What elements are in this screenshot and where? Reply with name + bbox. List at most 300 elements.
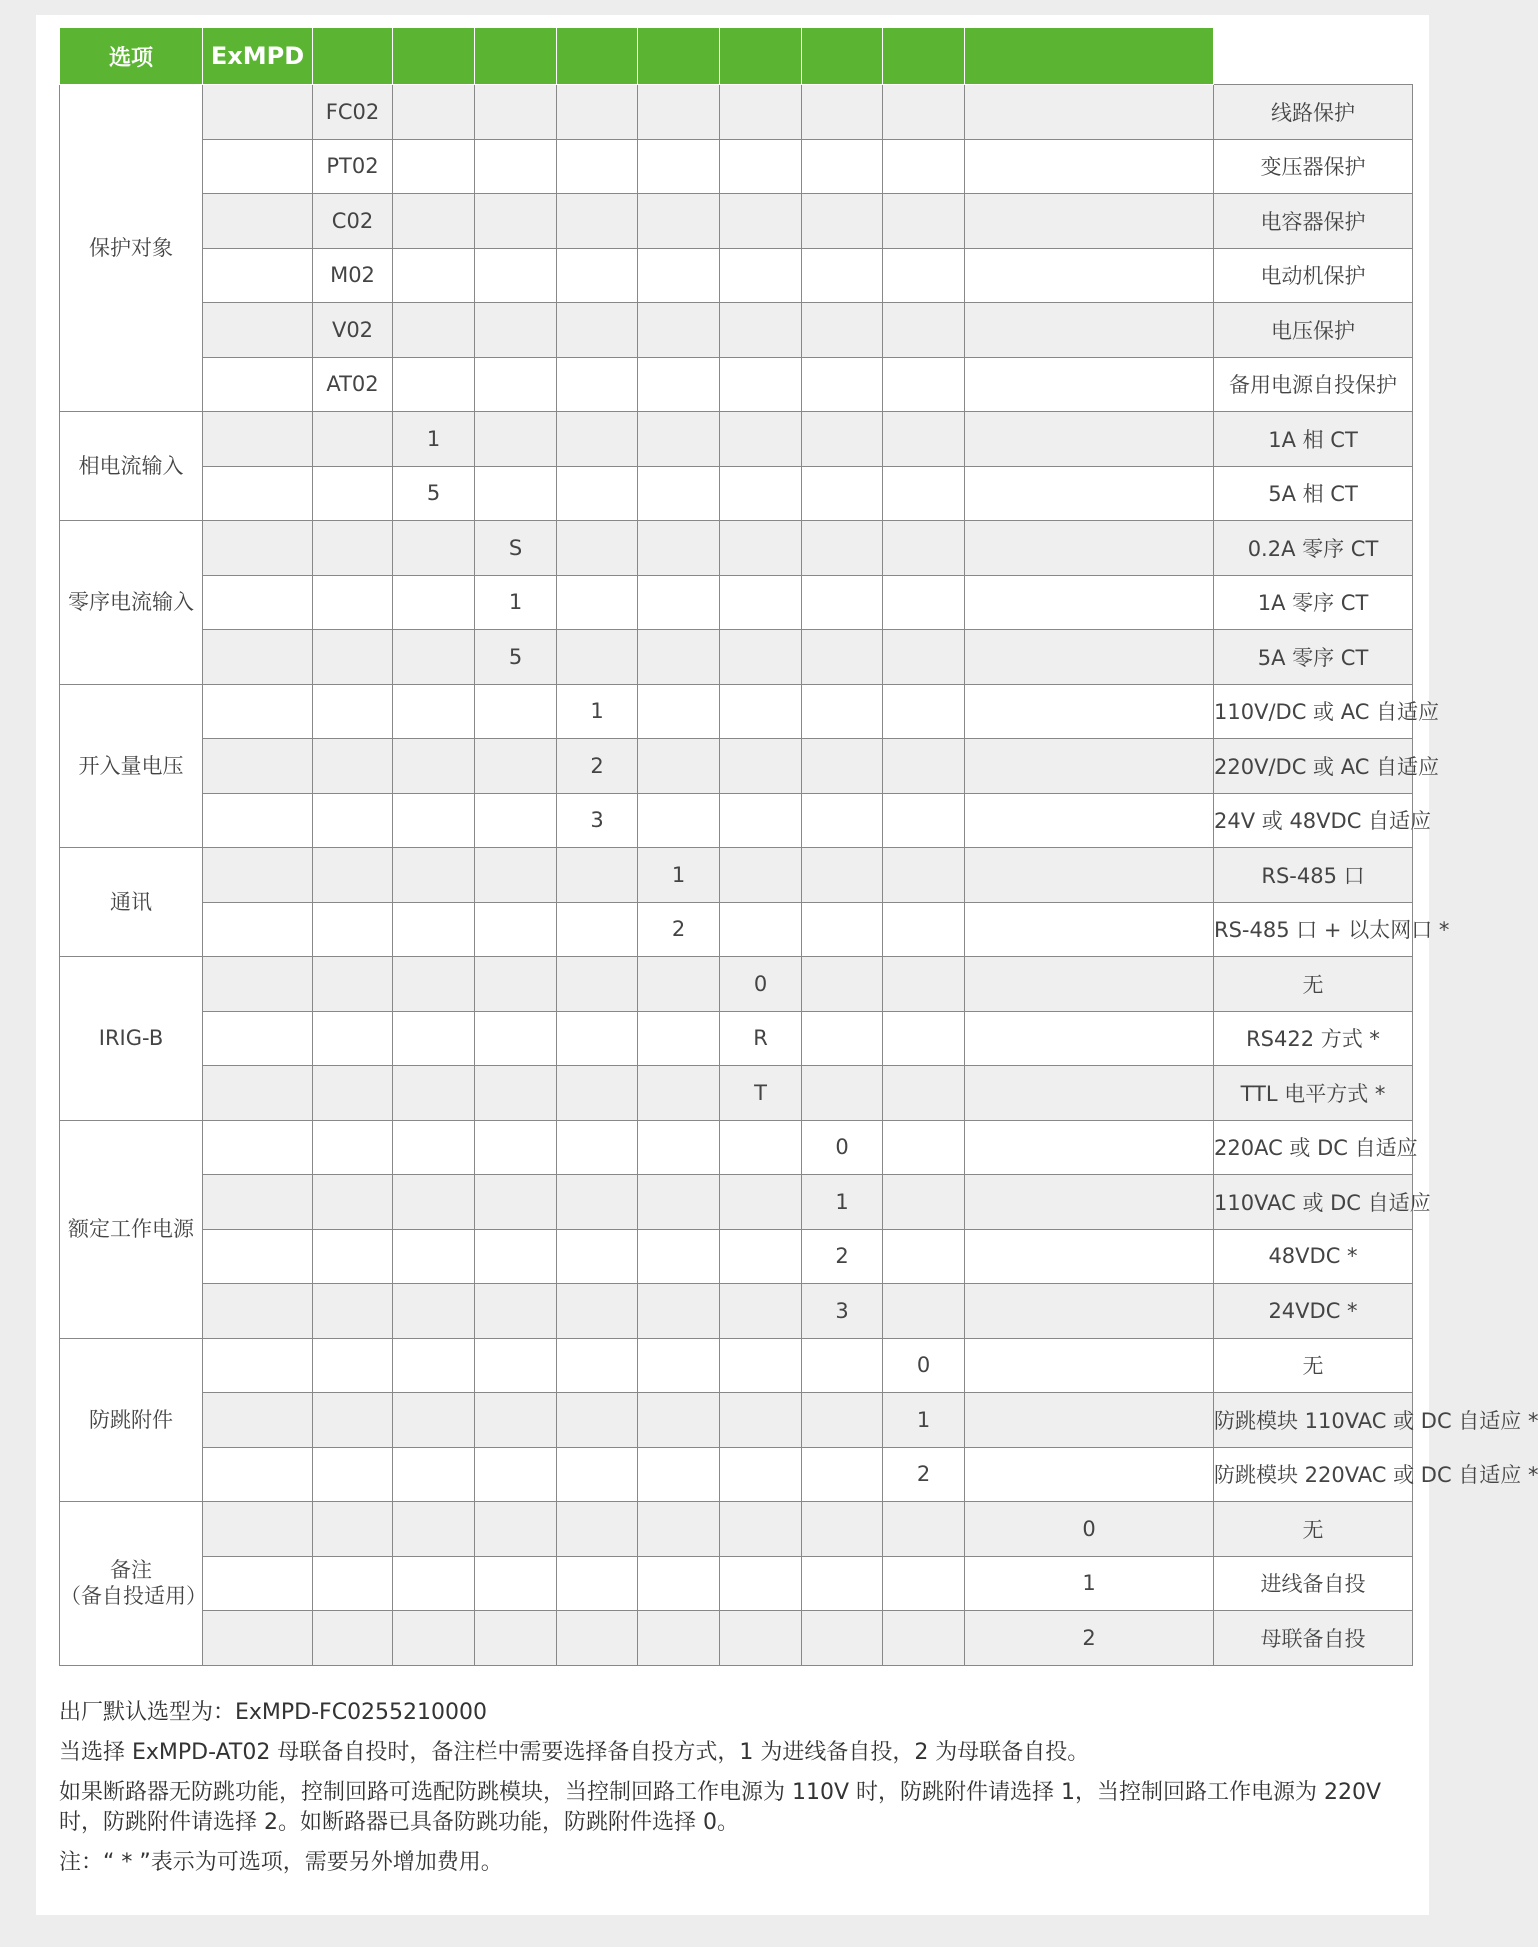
code-cell: 1 xyxy=(557,684,638,739)
table-body xyxy=(60,85,1538,1666)
empty-cell xyxy=(638,684,720,739)
empty-cell xyxy=(475,85,557,140)
empty-cell xyxy=(313,1447,393,1502)
code-cell: 2 xyxy=(965,1611,1214,1666)
note-anti-trip: 如果断路器无防跳功能，控制回路可选配防跳模块，当控制回路工作电源为 110V 时，防跳附件请选择 1，当控制回路工作电源为 220V 时，防跳附件请选择 2。如断路器已具备防跳功能，防跳附件选择 0。 xyxy=(59,1780,1382,1835)
empty-cell xyxy=(965,575,1214,630)
group-label: 相电流输入 xyxy=(78,454,184,478)
empty-cell xyxy=(720,1611,802,1666)
empty-cell xyxy=(313,684,393,739)
empty-cell xyxy=(393,1502,475,1557)
empty-cell xyxy=(720,303,802,358)
empty-cell xyxy=(475,248,557,303)
table-row xyxy=(60,957,1413,1012)
code-cell: FC02 xyxy=(313,85,393,140)
empty-cell xyxy=(883,412,965,467)
code-cell: 2 xyxy=(638,902,720,957)
empty-cell xyxy=(720,1284,802,1339)
empty-cell xyxy=(638,1556,720,1611)
empty-cell xyxy=(313,957,393,1012)
empty-cell xyxy=(638,85,720,140)
empty-cell xyxy=(802,1338,883,1393)
empty-cell xyxy=(393,139,475,194)
empty-cell xyxy=(883,1066,965,1121)
header-blank xyxy=(475,28,557,85)
description-cell: RS-485 口 xyxy=(1214,848,1413,903)
empty-cell xyxy=(802,521,883,576)
empty-cell xyxy=(557,1611,638,1666)
empty-cell xyxy=(475,739,557,794)
empty-cell xyxy=(965,248,1214,303)
group-label: 防跳附件 xyxy=(89,1407,173,1432)
empty-cell xyxy=(557,848,638,903)
code-cell: 5 xyxy=(393,466,475,521)
empty-cell xyxy=(638,1393,720,1448)
empty-cell xyxy=(475,793,557,848)
brand-cell xyxy=(203,1284,313,1339)
empty-cell xyxy=(720,466,802,521)
empty-cell xyxy=(883,793,965,848)
empty-cell xyxy=(883,194,965,249)
table-row xyxy=(60,1011,1413,1066)
empty-cell xyxy=(802,139,883,194)
brand-cell xyxy=(203,1175,313,1230)
empty-cell xyxy=(393,1447,475,1502)
empty-cell xyxy=(965,957,1214,1012)
note-at02: 当选择 ExMPD-AT02 母联备自投时，备注栏中需要选择备自投方式，1 为进线备自投，2 为母联备自投。 xyxy=(59,1740,1090,1765)
brand-cell xyxy=(203,521,313,576)
empty-cell xyxy=(720,1447,802,1502)
empty-cell xyxy=(802,739,883,794)
table-row xyxy=(60,1284,1413,1339)
description-cell: 防跳模块 110VAC 或 DC 自适应 * xyxy=(1214,1393,1413,1448)
code-cell: 1 xyxy=(638,848,720,903)
code-cell: 0 xyxy=(802,1120,883,1175)
empty-cell xyxy=(393,521,475,576)
empty-cell xyxy=(313,412,393,467)
table-row xyxy=(60,139,1413,194)
empty-cell xyxy=(965,684,1214,739)
empty-cell xyxy=(720,848,802,903)
group-label: 保护对象 xyxy=(89,236,173,260)
empty-cell xyxy=(802,1011,883,1066)
empty-cell xyxy=(475,1284,557,1339)
description-cell: RS-485 口 + 以太网口 * xyxy=(1214,902,1413,957)
empty-cell xyxy=(965,1284,1214,1339)
code-cell: 5 xyxy=(475,630,557,685)
empty-cell xyxy=(313,575,393,630)
empty-cell xyxy=(393,1393,475,1448)
empty-cell xyxy=(720,521,802,576)
empty-cell xyxy=(802,303,883,358)
header-blank xyxy=(638,28,720,85)
empty-cell xyxy=(720,248,802,303)
empty-cell xyxy=(638,739,720,794)
notes-section xyxy=(59,1698,1419,1888)
model-selection-table xyxy=(59,27,1538,1666)
group-label-cell xyxy=(60,684,203,848)
table-row xyxy=(60,194,1413,249)
empty-cell xyxy=(883,739,965,794)
brand-cell xyxy=(203,412,313,467)
table-row xyxy=(60,1066,1413,1121)
empty-cell xyxy=(393,1066,475,1121)
description-cell: 24VDC * xyxy=(1214,1284,1413,1339)
empty-cell xyxy=(720,1229,802,1284)
empty-cell xyxy=(393,357,475,412)
empty-cell xyxy=(802,194,883,249)
empty-cell xyxy=(475,1338,557,1393)
empty-cell xyxy=(475,1556,557,1611)
description-cell: 母联备自投 xyxy=(1214,1611,1413,1666)
empty-cell xyxy=(720,793,802,848)
description-cell: 电容器保护 xyxy=(1214,194,1413,249)
empty-cell xyxy=(720,1502,802,1557)
empty-cell xyxy=(393,793,475,848)
description-cell: 220V/DC 或 AC 自适应 xyxy=(1214,739,1413,794)
empty-cell xyxy=(313,1338,393,1393)
empty-cell xyxy=(557,412,638,467)
empty-cell xyxy=(475,1066,557,1121)
empty-cell xyxy=(802,85,883,140)
description-cell: 220AC 或 DC 自适应 xyxy=(1214,1120,1413,1175)
empty-cell xyxy=(393,1120,475,1175)
empty-cell xyxy=(313,521,393,576)
empty-cell xyxy=(313,1502,393,1557)
description-cell: 进线备自投 xyxy=(1214,1556,1413,1611)
empty-cell xyxy=(393,848,475,903)
table-row xyxy=(60,1175,1413,1230)
brand-cell xyxy=(203,194,313,249)
description-cell: 5A 零序 CT xyxy=(1214,630,1413,685)
empty-cell xyxy=(720,1338,802,1393)
empty-cell xyxy=(802,1502,883,1557)
table-row xyxy=(60,357,1413,412)
empty-cell xyxy=(720,739,802,794)
empty-cell xyxy=(475,303,557,358)
empty-cell xyxy=(965,303,1214,358)
empty-cell xyxy=(638,1338,720,1393)
brand-cell xyxy=(203,1502,313,1557)
empty-cell xyxy=(313,466,393,521)
empty-cell xyxy=(557,1011,638,1066)
empty-cell xyxy=(883,848,965,903)
empty-cell xyxy=(883,1229,965,1284)
empty-cell xyxy=(393,1338,475,1393)
empty-cell xyxy=(638,248,720,303)
empty-cell xyxy=(557,575,638,630)
table-row xyxy=(60,739,1413,794)
empty-cell xyxy=(883,957,965,1012)
note-optional: 注：“ * ”表示为可选项，需要另外增加费用。 xyxy=(59,1850,503,1875)
header-blank xyxy=(883,28,965,85)
empty-cell xyxy=(557,521,638,576)
empty-cell xyxy=(557,1393,638,1448)
empty-cell xyxy=(802,357,883,412)
empty-cell xyxy=(965,1120,1214,1175)
empty-cell xyxy=(638,1611,720,1666)
header-blank xyxy=(313,28,393,85)
empty-cell xyxy=(557,957,638,1012)
empty-cell xyxy=(965,1229,1214,1284)
code-cell: AT02 xyxy=(313,357,393,412)
empty-cell xyxy=(965,1447,1214,1502)
brand-cell xyxy=(203,957,313,1012)
empty-cell xyxy=(965,412,1214,467)
empty-cell xyxy=(638,139,720,194)
code-cell: 2 xyxy=(883,1447,965,1502)
empty-cell xyxy=(802,1066,883,1121)
empty-cell xyxy=(393,1284,475,1339)
brand-cell xyxy=(203,1611,313,1666)
empty-cell xyxy=(393,575,475,630)
empty-cell xyxy=(965,902,1214,957)
note-default-model: 出厂默认选型为：ExMPD-FC0255210000 xyxy=(59,1700,488,1725)
code-cell: 1 xyxy=(393,412,475,467)
empty-cell xyxy=(965,85,1214,140)
code-cell: 2 xyxy=(557,739,638,794)
empty-cell xyxy=(475,1502,557,1557)
empty-cell xyxy=(393,1175,475,1230)
group-label-cell xyxy=(60,85,203,412)
table-row xyxy=(60,303,1413,358)
empty-cell xyxy=(638,1175,720,1230)
empty-cell xyxy=(393,1011,475,1066)
description-cell: 线路保护 xyxy=(1214,85,1413,140)
empty-cell xyxy=(802,793,883,848)
group-label-sub: （备自投适用） xyxy=(60,1584,207,1609)
brand-cell xyxy=(203,1338,313,1393)
empty-cell xyxy=(475,1447,557,1502)
empty-cell xyxy=(638,1447,720,1502)
code-cell: S xyxy=(475,521,557,576)
code-cell: 1 xyxy=(802,1175,883,1230)
description-cell: 1A 相 CT xyxy=(1214,412,1413,467)
empty-cell xyxy=(313,1011,393,1066)
code-cell: 3 xyxy=(802,1284,883,1339)
empty-cell xyxy=(802,248,883,303)
empty-cell xyxy=(638,1229,720,1284)
empty-cell xyxy=(557,1338,638,1393)
empty-cell xyxy=(883,85,965,140)
empty-cell xyxy=(638,412,720,467)
empty-cell xyxy=(475,1393,557,1448)
empty-cell xyxy=(393,85,475,140)
table-row xyxy=(60,412,1413,467)
brand-cell xyxy=(203,1447,313,1502)
empty-cell xyxy=(557,357,638,412)
code-cell: C02 xyxy=(313,194,393,249)
brand-cell xyxy=(203,357,313,412)
empty-cell xyxy=(720,630,802,685)
empty-cell xyxy=(638,303,720,358)
description-cell: 110VAC 或 DC 自适应 xyxy=(1214,1175,1413,1230)
code-cell: T xyxy=(720,1066,802,1121)
empty-cell xyxy=(883,248,965,303)
code-cell: 3 xyxy=(557,793,638,848)
code-cell: 0 xyxy=(965,1502,1214,1557)
table-row xyxy=(60,1393,1413,1448)
empty-cell xyxy=(557,248,638,303)
brand-cell xyxy=(203,303,313,358)
empty-cell xyxy=(883,1556,965,1611)
group-label-cell xyxy=(60,521,203,685)
description-cell: 电压保护 xyxy=(1214,303,1413,358)
empty-cell xyxy=(638,1120,720,1175)
empty-cell xyxy=(393,1229,475,1284)
empty-cell xyxy=(720,412,802,467)
empty-cell xyxy=(393,1556,475,1611)
description-cell: 防跳模块 220VAC 或 DC 自适应 * xyxy=(1214,1447,1413,1502)
brand-cell xyxy=(203,85,313,140)
code-cell: 1 xyxy=(883,1393,965,1448)
table-row xyxy=(60,85,1413,140)
empty-cell xyxy=(883,902,965,957)
empty-cell xyxy=(883,1011,965,1066)
empty-cell xyxy=(638,1502,720,1557)
empty-cell xyxy=(557,139,638,194)
brand-cell xyxy=(203,1393,313,1448)
empty-cell xyxy=(638,466,720,521)
empty-cell xyxy=(393,739,475,794)
empty-cell xyxy=(638,1284,720,1339)
code-cell: 0 xyxy=(720,957,802,1012)
empty-cell xyxy=(720,1556,802,1611)
empty-cell xyxy=(557,303,638,358)
description-cell: 无 xyxy=(1214,1338,1413,1393)
empty-cell xyxy=(720,194,802,249)
brand-cell xyxy=(203,739,313,794)
empty-cell xyxy=(802,1393,883,1448)
empty-cell xyxy=(475,848,557,903)
empty-cell xyxy=(475,1175,557,1230)
empty-cell xyxy=(965,357,1214,412)
table-row xyxy=(60,521,1413,576)
empty-cell xyxy=(965,1011,1214,1066)
empty-cell xyxy=(393,902,475,957)
empty-cell xyxy=(638,957,720,1012)
empty-cell xyxy=(638,521,720,576)
group-label-cell xyxy=(60,412,203,521)
group-label-cell xyxy=(60,848,203,957)
empty-cell xyxy=(557,1284,638,1339)
empty-cell xyxy=(965,194,1214,249)
brand-cell xyxy=(203,848,313,903)
table-row xyxy=(60,1120,1413,1175)
group-label: 零序电流输入 xyxy=(68,590,194,615)
brand-cell xyxy=(203,1066,313,1121)
table-row xyxy=(60,1447,1413,1502)
empty-cell xyxy=(883,521,965,576)
description-cell: 24V 或 48VDC 自适应 xyxy=(1214,793,1413,848)
empty-cell xyxy=(802,466,883,521)
empty-cell xyxy=(802,1447,883,1502)
empty-cell xyxy=(313,1611,393,1666)
empty-cell xyxy=(965,630,1214,685)
empty-cell xyxy=(883,1284,965,1339)
table-row xyxy=(60,1229,1413,1284)
header-blank xyxy=(557,28,638,85)
empty-cell xyxy=(720,684,802,739)
header-option: 选项 xyxy=(60,28,203,85)
brand-cell xyxy=(203,575,313,630)
table-row xyxy=(60,575,1413,630)
empty-cell xyxy=(883,303,965,358)
empty-cell xyxy=(557,1556,638,1611)
table-row xyxy=(60,902,1413,957)
code-cell: 1 xyxy=(475,575,557,630)
group-label-cell xyxy=(60,1502,207,1666)
empty-cell xyxy=(313,848,393,903)
empty-cell xyxy=(393,957,475,1012)
empty-cell xyxy=(313,1120,393,1175)
empty-cell xyxy=(638,1066,720,1121)
empty-cell xyxy=(557,85,638,140)
empty-cell xyxy=(557,1175,638,1230)
group-label: 备注 xyxy=(110,1558,152,1583)
empty-cell xyxy=(883,684,965,739)
empty-cell xyxy=(557,1229,638,1284)
group-label-cell xyxy=(60,1120,203,1338)
empty-cell xyxy=(802,630,883,685)
empty-cell xyxy=(720,1175,802,1230)
empty-cell xyxy=(393,248,475,303)
empty-cell xyxy=(802,1556,883,1611)
empty-cell xyxy=(720,85,802,140)
code-cell: M02 xyxy=(313,248,393,303)
table-row xyxy=(60,793,1413,848)
empty-cell xyxy=(313,793,393,848)
empty-cell xyxy=(475,357,557,412)
empty-cell xyxy=(965,466,1214,521)
empty-cell xyxy=(475,1611,557,1666)
description-cell: RS422 方式 * xyxy=(1214,1011,1413,1066)
empty-cell xyxy=(883,575,965,630)
empty-cell xyxy=(313,1556,393,1611)
empty-cell xyxy=(638,1011,720,1066)
description-cell: 0.2A 零序 CT xyxy=(1214,521,1413,576)
group-label: 额定工作电源 xyxy=(68,1217,194,1241)
empty-cell xyxy=(557,1066,638,1121)
empty-cell xyxy=(883,466,965,521)
empty-cell xyxy=(883,139,965,194)
empty-cell xyxy=(802,957,883,1012)
empty-cell xyxy=(557,630,638,685)
group-label-cell xyxy=(60,957,203,1121)
table-row xyxy=(60,848,1413,903)
empty-cell xyxy=(965,1175,1214,1230)
empty-cell xyxy=(313,902,393,957)
description-cell: 电动机保护 xyxy=(1214,248,1413,303)
brand-cell xyxy=(203,902,313,957)
brand-cell xyxy=(203,466,313,521)
empty-cell xyxy=(883,1502,965,1557)
empty-cell xyxy=(557,194,638,249)
code-cell: PT02 xyxy=(313,139,393,194)
empty-cell xyxy=(965,1338,1214,1393)
table-row xyxy=(60,466,1413,521)
empty-cell xyxy=(720,139,802,194)
table-row xyxy=(60,1338,1413,1393)
empty-cell xyxy=(965,793,1214,848)
empty-cell xyxy=(313,1393,393,1448)
code-cell: 0 xyxy=(883,1338,965,1393)
header-blank xyxy=(720,28,802,85)
empty-cell xyxy=(475,1011,557,1066)
empty-cell xyxy=(638,357,720,412)
empty-cell xyxy=(313,1066,393,1121)
empty-cell xyxy=(883,357,965,412)
